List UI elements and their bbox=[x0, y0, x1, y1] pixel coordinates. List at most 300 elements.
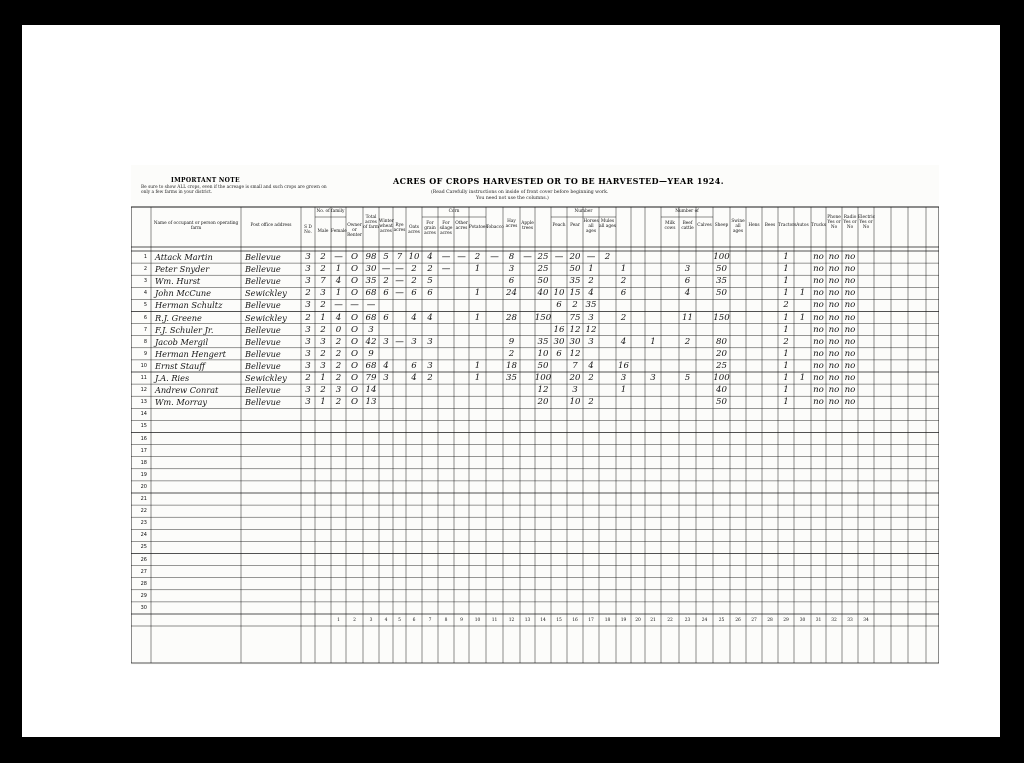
entry-value: 1 bbox=[474, 312, 481, 323]
header-tobacco: Tobacco bbox=[486, 225, 504, 230]
entry-value: 1 bbox=[620, 385, 627, 396]
entry-value: 3 bbox=[320, 360, 326, 371]
entry-value: O bbox=[350, 385, 359, 396]
entry-value: 100 bbox=[713, 373, 730, 383]
row-number: 4 bbox=[143, 290, 147, 297]
entry-value: O bbox=[350, 312, 359, 323]
row-number: 13 bbox=[140, 399, 147, 406]
entry-value: 100 bbox=[713, 252, 730, 262]
row-number: 29 bbox=[140, 592, 147, 599]
entry-name: John McCune bbox=[155, 288, 211, 299]
row-number: 25 bbox=[140, 544, 147, 551]
entry-value: 1 bbox=[783, 360, 789, 371]
column-number: 26 bbox=[735, 618, 741, 623]
column-number: 34 bbox=[863, 618, 869, 623]
entry-value: 3 bbox=[305, 360, 311, 371]
entry-value: no bbox=[813, 360, 824, 371]
entry-value: 150 bbox=[534, 312, 552, 323]
entry-value: 2 bbox=[383, 276, 389, 287]
entry-value: — bbox=[366, 300, 376, 311]
entry-value: 6 bbox=[411, 288, 417, 299]
entry-value: 2 bbox=[684, 336, 691, 347]
entry-address: Bellevue bbox=[245, 397, 281, 408]
entry-value: no bbox=[844, 312, 856, 323]
entry-value: 1 bbox=[650, 336, 656, 347]
entry-value: no bbox=[844, 300, 856, 311]
column-number: 8 bbox=[444, 618, 448, 623]
entry-value: no bbox=[813, 397, 824, 408]
entry-value: 2 bbox=[335, 397, 342, 408]
row-number: 12 bbox=[140, 387, 147, 394]
entry-value: no bbox=[828, 373, 840, 383]
entry-value: 18 bbox=[506, 360, 517, 371]
entry-value: 10 bbox=[553, 288, 565, 299]
entry-value: 7 bbox=[396, 252, 403, 262]
entry-value: 4 bbox=[411, 373, 417, 383]
entry-value: 35 bbox=[365, 276, 377, 287]
entry-value: 2 bbox=[508, 348, 515, 359]
row-number: 15 bbox=[140, 423, 147, 430]
entry-name: Herman Schultz bbox=[155, 300, 223, 311]
row-number: 14 bbox=[140, 411, 147, 418]
header-bees: Bees bbox=[764, 223, 776, 228]
entry-value: — bbox=[381, 264, 391, 275]
entry-value: 1 bbox=[783, 385, 789, 396]
column-number: 29 bbox=[783, 618, 789, 623]
entry-value: 3 bbox=[684, 264, 691, 275]
document-page bbox=[22, 25, 1000, 737]
important-note-title: IMPORTANT NOTE bbox=[171, 177, 240, 184]
entry-value: 2 bbox=[783, 300, 789, 311]
entry-value: 3 bbox=[305, 324, 311, 335]
entry-value: 150 bbox=[713, 312, 730, 323]
entry-value: 3 bbox=[588, 312, 594, 323]
header-corn-silage: For silage acres bbox=[439, 221, 453, 236]
entry-name: Ernst Stauff bbox=[155, 360, 206, 371]
entry-value: 12 bbox=[537, 385, 549, 396]
entry-value: O bbox=[350, 348, 359, 359]
entry-value: 35 bbox=[585, 300, 597, 311]
entry-value: 1 bbox=[783, 312, 789, 323]
census-form bbox=[131, 165, 939, 665]
entry-value: 3 bbox=[305, 264, 311, 275]
entry-value: 40 bbox=[716, 385, 727, 396]
entry-value: 6 bbox=[556, 300, 562, 311]
entry-value: 13 bbox=[365, 397, 377, 408]
header-peach: Peach bbox=[552, 223, 566, 228]
entry-value: 1 bbox=[474, 360, 481, 371]
entry-address: Bellevue bbox=[245, 348, 281, 359]
entry-value: 5 bbox=[427, 276, 433, 287]
form-title: ACRES OF CROPS HARVESTED OR TO BE HARVESTED—YEAR 1924. bbox=[393, 176, 724, 186]
entry-value: — bbox=[350, 300, 359, 311]
header-mules: Mules all ages bbox=[599, 219, 616, 229]
entry-value: no bbox=[828, 288, 840, 299]
column-number: 6 bbox=[412, 618, 416, 623]
header-horses: Horses all ages bbox=[583, 219, 599, 234]
entry-value: 2 bbox=[320, 348, 326, 359]
header-pear: Pear bbox=[570, 223, 580, 228]
column-number: 24 bbox=[701, 618, 708, 623]
column-number: 22 bbox=[667, 618, 673, 623]
entry-value: 20 bbox=[569, 373, 581, 383]
header-corn-other: Other acres bbox=[455, 221, 468, 231]
entry-address: Bellevue bbox=[245, 336, 281, 347]
entry-value: 0 bbox=[335, 324, 342, 335]
header-cows-group: Number of bbox=[675, 209, 699, 214]
entry-value: — bbox=[490, 252, 499, 262]
entry-value: 1 bbox=[320, 397, 326, 408]
entry-value: 4 bbox=[684, 288, 691, 299]
entry-value: 1 bbox=[783, 348, 789, 359]
column-number: 15 bbox=[556, 618, 562, 623]
entry-value: — bbox=[334, 300, 343, 311]
header-trucks: Trucks bbox=[811, 223, 826, 228]
entry-value: 98 bbox=[365, 252, 377, 262]
entry-value: no bbox=[828, 336, 840, 347]
entry-value: 10 bbox=[537, 348, 549, 359]
entry-value: 1 bbox=[783, 276, 789, 287]
header-swine: Swine all ages bbox=[731, 219, 745, 234]
header-sheep: Sheep bbox=[714, 223, 729, 228]
entry-value: 6 bbox=[383, 288, 389, 299]
entry-value: no bbox=[828, 252, 840, 262]
entry-value: 50 bbox=[716, 264, 727, 275]
entry-value: O bbox=[350, 288, 359, 299]
entry-value: 30 bbox=[569, 336, 581, 347]
entry-value: 3 bbox=[305, 336, 311, 347]
row-number: 22 bbox=[140, 508, 147, 515]
entry-value: 1 bbox=[588, 264, 594, 275]
entry-value: 12 bbox=[585, 324, 597, 335]
row-number: 23 bbox=[140, 520, 147, 527]
row-number: 20 bbox=[140, 483, 147, 490]
header-hay: Hay acres bbox=[505, 219, 518, 229]
column-number: 13 bbox=[524, 618, 531, 623]
column-number: 27 bbox=[751, 618, 757, 623]
entry-value: no bbox=[844, 276, 856, 287]
row-number: 11 bbox=[140, 375, 147, 381]
entry-value: 1 bbox=[474, 373, 481, 383]
column-number: 25 bbox=[718, 618, 725, 623]
entry-value: 3 bbox=[650, 373, 656, 383]
entry-address: Sewickley bbox=[245, 373, 287, 383]
entry-value: no bbox=[813, 264, 824, 275]
entry-value: 1 bbox=[620, 264, 627, 275]
header-hens: Hens bbox=[748, 223, 760, 228]
entry-value: 3 bbox=[383, 336, 389, 347]
entry-value: 50 bbox=[537, 360, 549, 371]
entry-value: no bbox=[813, 300, 824, 311]
entry-value: 3 bbox=[305, 252, 311, 262]
entry-value: 2 bbox=[588, 373, 594, 383]
entry-value: 25 bbox=[716, 360, 727, 371]
entry-value: 2 bbox=[335, 348, 342, 359]
header-name: Name of occupant or person operating farm bbox=[153, 221, 239, 231]
entry-name: Jacob Mergil bbox=[155, 336, 209, 347]
entry-value: — bbox=[441, 264, 451, 275]
entry-value: no bbox=[844, 264, 856, 275]
entry-value: 4 bbox=[427, 252, 433, 262]
entry-value: 50 bbox=[537, 276, 549, 287]
entry-value: — bbox=[523, 252, 532, 262]
column-number: 32 bbox=[831, 618, 837, 623]
entry-value: 4 bbox=[335, 312, 342, 323]
entry-value: 28 bbox=[506, 312, 517, 323]
entry-value: 35 bbox=[569, 276, 581, 287]
entry-value: no bbox=[828, 324, 840, 335]
entry-value: 30 bbox=[553, 336, 565, 347]
entry-value: no bbox=[813, 276, 824, 287]
entry-value: 68 bbox=[365, 288, 377, 299]
entry-value: 2 bbox=[320, 300, 326, 311]
entry-value: 12 bbox=[569, 324, 581, 335]
header-radio: Radio Yes or No bbox=[843, 215, 857, 230]
row-number: 18 bbox=[140, 459, 147, 466]
entry-value: 4 bbox=[411, 312, 417, 323]
entry-value: 1 bbox=[783, 264, 789, 275]
entry-value: — bbox=[395, 276, 404, 287]
entry-value: 7 bbox=[572, 360, 578, 371]
entry-value: O bbox=[350, 252, 359, 262]
entry-value: 2 bbox=[411, 276, 417, 287]
entry-value: 1 bbox=[783, 397, 789, 408]
entry-value: 1 bbox=[799, 373, 806, 383]
entry-value: 80 bbox=[716, 336, 727, 347]
entry-address: Bellevue bbox=[245, 300, 281, 311]
entry-value: no bbox=[828, 264, 840, 275]
entry-name: Peter Snyder bbox=[155, 264, 210, 275]
entry-value: 3 bbox=[305, 348, 311, 359]
row-number: 19 bbox=[140, 471, 147, 478]
header-apple: Apple trees bbox=[521, 221, 534, 231]
entry-value: 2 bbox=[335, 336, 342, 347]
column-number: 28 bbox=[767, 618, 773, 623]
form-grid bbox=[131, 165, 939, 665]
row-number: 5 bbox=[143, 302, 147, 309]
entry-value: 5 bbox=[684, 373, 691, 383]
entry-address: Sewickley bbox=[245, 288, 287, 299]
entry-value: 3 bbox=[383, 373, 389, 383]
header-sd: S D No. bbox=[304, 225, 312, 235]
entry-value: 4 bbox=[383, 360, 389, 371]
entry-value: 3 bbox=[508, 264, 515, 275]
entry-value: 20 bbox=[569, 252, 581, 262]
entry-value: no bbox=[828, 385, 840, 396]
column-number: 3 bbox=[369, 618, 373, 623]
entry-address: Bellevue bbox=[245, 264, 281, 275]
header-corn-grain: For grain acres bbox=[424, 221, 436, 236]
entry-value: 50 bbox=[716, 288, 727, 299]
header-family-group: No. of family bbox=[316, 209, 345, 214]
entry-value: — bbox=[441, 252, 451, 262]
column-number: 21 bbox=[650, 618, 656, 623]
entry-name: J.A. Ries bbox=[155, 373, 190, 383]
entry-value: 1 bbox=[783, 373, 789, 383]
entry-value: O bbox=[350, 373, 359, 383]
entry-value: 3 bbox=[320, 288, 326, 299]
entry-value: — bbox=[395, 288, 404, 299]
entry-value: 68 bbox=[365, 312, 377, 323]
entry-value: 2 bbox=[320, 324, 326, 335]
entry-value: 2 bbox=[572, 300, 578, 311]
row-number: 26 bbox=[140, 556, 147, 563]
entry-value: 4 bbox=[427, 312, 433, 323]
entry-value: 6 bbox=[427, 288, 433, 299]
form-subtitle-2: You need not use the columns.) bbox=[476, 196, 549, 201]
entry-value: — bbox=[457, 252, 466, 262]
entry-value: no bbox=[844, 373, 856, 383]
header-calves: Calves bbox=[697, 223, 712, 228]
entry-value: O bbox=[350, 276, 359, 287]
entry-value: 6 bbox=[620, 288, 627, 299]
entry-value: 8 bbox=[508, 252, 515, 262]
entry-value: no bbox=[813, 373, 824, 383]
entry-value: 3 bbox=[620, 373, 627, 383]
entry-value: 14 bbox=[365, 385, 377, 396]
column-number: 4 bbox=[384, 618, 388, 623]
entry-value: 25 bbox=[537, 264, 549, 275]
entry-value: 7 bbox=[320, 276, 326, 287]
entry-value: 1 bbox=[474, 288, 481, 299]
entry-value: 9 bbox=[368, 348, 374, 359]
header-address: Post office address bbox=[250, 223, 292, 228]
entry-value: 15 bbox=[569, 288, 581, 299]
entry-value: O bbox=[350, 336, 359, 347]
entry-value: 12 bbox=[569, 348, 581, 359]
entry-value: 3 bbox=[335, 385, 342, 396]
entry-value: 2 bbox=[320, 385, 326, 396]
entry-name: Wm. Hurst bbox=[155, 276, 201, 287]
entry-value: no bbox=[844, 336, 856, 347]
entry-value: O bbox=[350, 397, 359, 408]
column-number: 5 bbox=[398, 618, 401, 623]
entry-value: no bbox=[844, 397, 856, 408]
header-total: Total acres of farm bbox=[363, 215, 379, 230]
entry-value: 3 bbox=[588, 336, 594, 347]
entry-value: 2 bbox=[620, 312, 627, 323]
entry-value: 4 bbox=[588, 360, 594, 371]
entry-value: 1 bbox=[335, 288, 342, 299]
entry-value: 35 bbox=[506, 373, 517, 383]
entry-value: O bbox=[350, 324, 359, 335]
row-number: 2 bbox=[143, 266, 147, 273]
entry-value: 2 bbox=[320, 264, 326, 275]
entry-value: 3 bbox=[320, 336, 326, 347]
entry-value: 6 bbox=[411, 360, 417, 371]
header-phone: Phone Yes or No bbox=[827, 215, 841, 230]
entry-value: 3 bbox=[572, 385, 578, 396]
entry-value: 100 bbox=[534, 373, 552, 383]
entry-value: 2 bbox=[588, 276, 594, 287]
header-electric: Electric Yes or No bbox=[858, 215, 876, 230]
entry-value: 2 bbox=[305, 288, 311, 299]
entry-value: no bbox=[828, 312, 840, 323]
entry-value: no bbox=[844, 348, 856, 359]
row-number: 16 bbox=[140, 435, 147, 442]
header-milk-cows: Milk cows bbox=[664, 221, 676, 231]
header-autos: Autos bbox=[796, 223, 809, 228]
entry-value: no bbox=[813, 336, 824, 347]
entry-value: O bbox=[350, 360, 359, 371]
entry-value: 3 bbox=[305, 385, 311, 396]
entry-value: no bbox=[828, 397, 840, 408]
entry-name: R.J. Greene bbox=[155, 312, 202, 323]
column-number: 17 bbox=[588, 618, 594, 623]
column-number: 33 bbox=[847, 618, 853, 623]
header-corn-group: Corn bbox=[448, 209, 460, 214]
entry-value: — bbox=[395, 336, 404, 347]
entry-address: Bellevue bbox=[245, 324, 281, 335]
entry-address: Bellevue bbox=[245, 276, 281, 287]
entry-value: 2 bbox=[604, 252, 611, 262]
entry-value: 1 bbox=[474, 264, 481, 275]
entry-value: 2 bbox=[474, 252, 481, 262]
entry-name: Andrew Conrat bbox=[155, 385, 219, 396]
entry-value: O bbox=[350, 264, 359, 275]
column-number: 23 bbox=[684, 618, 691, 623]
entry-value: no bbox=[813, 288, 824, 299]
column-number: 18 bbox=[604, 618, 611, 623]
entry-value: no bbox=[813, 252, 824, 262]
form-subtitle-1: (Read Carefully instructions on inside of front cover before beginning work. bbox=[431, 190, 609, 195]
entry-name: F.J. Schuler Jr. bbox=[155, 324, 214, 335]
entry-value: 4 bbox=[335, 276, 342, 287]
row-number: 28 bbox=[140, 580, 147, 587]
entry-value: 30 bbox=[365, 264, 377, 275]
entry-name: Wm. Morray bbox=[155, 397, 208, 408]
entry-value: 2 bbox=[305, 312, 311, 323]
row-number: 30 bbox=[140, 604, 147, 611]
entry-value: 6 bbox=[383, 312, 389, 323]
entry-value: 16 bbox=[618, 360, 629, 371]
entry-value: 10 bbox=[408, 252, 420, 262]
header-beef: Beef cattle bbox=[681, 221, 694, 231]
column-number: 11 bbox=[491, 618, 498, 623]
header-female: Female bbox=[331, 229, 347, 234]
entry-value: no bbox=[813, 348, 824, 359]
column-number: 14 bbox=[540, 618, 546, 623]
entry-value: no bbox=[813, 312, 824, 323]
entry-value: 10 bbox=[569, 397, 581, 408]
entry-value: 1 bbox=[783, 252, 789, 262]
entry-value: 3 bbox=[411, 336, 417, 347]
entry-value: 4 bbox=[620, 336, 627, 347]
entry-name: Attack Martin bbox=[155, 252, 213, 262]
entry-value: 11 bbox=[682, 312, 693, 323]
column-number: 10 bbox=[474, 618, 481, 623]
entry-value: 2 bbox=[335, 373, 342, 383]
header-oats: Oats acres bbox=[408, 225, 420, 235]
entry-value: no bbox=[828, 348, 840, 359]
entry-value: 2 bbox=[783, 336, 789, 347]
row-number: 21 bbox=[140, 496, 147, 502]
column-number: 30 bbox=[799, 618, 806, 623]
header-number-group: Number bbox=[574, 209, 593, 214]
entry-value: no bbox=[844, 360, 856, 371]
header-rye: Rye acres bbox=[393, 223, 406, 233]
row-number: 6 bbox=[143, 314, 147, 321]
column-number: 19 bbox=[620, 618, 627, 623]
row-number: 17 bbox=[140, 447, 147, 454]
row-number: 7 bbox=[143, 326, 147, 333]
entry-value: 1 bbox=[783, 324, 789, 335]
entry-value: — bbox=[554, 252, 564, 262]
entry-value: 1 bbox=[335, 264, 342, 275]
entry-value: — bbox=[334, 252, 343, 262]
entry-value: 9 bbox=[508, 336, 515, 347]
entry-value: 40 bbox=[537, 288, 549, 299]
